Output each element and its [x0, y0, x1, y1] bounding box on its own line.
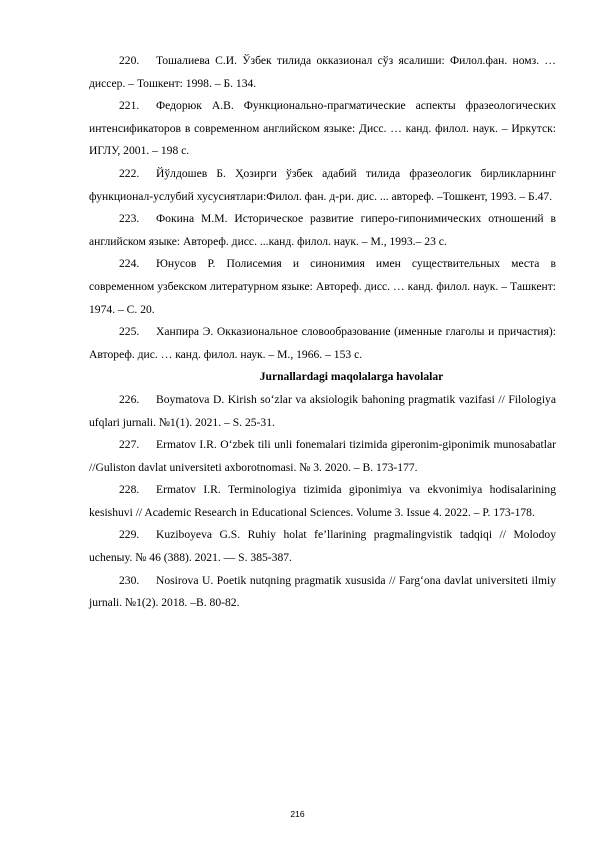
reference-text: Фокина М.М. Историческое развитие гиперо-гипонимических отношений в английском языке: Автореф. дисс. ...канд. филол. наук. – М., 1993.– 23 с.	[89, 212, 556, 248]
reference-text: Kuziboyeva G.S. Ruhiy holat fe’llarining pragmalingvistik tadqiqi // Molodoy uchenыy. № 46 (388). 2021. — S. 385-387.	[89, 528, 556, 565]
reference-228	[89, 479, 556, 524]
reference-220	[89, 50, 556, 95]
reference-221	[89, 95, 556, 163]
reference-225	[89, 321, 556, 366]
reference-229	[89, 524, 556, 569]
reference-text: Nosirova U. Poetik nutqning pragmatik xususida // Farg‘ona davlat universiteti ilmiy jurnali. №1(2). 2018. –B. 80-82.	[89, 573, 556, 610]
reference-text: Тошалиева С.И. Ўзбек тилида окказионал сўз ясалиши: Филол.фан. номз. … диссер. – Тошкент: 1998. – Б. 134.	[89, 54, 556, 90]
section-heading: Jurnallardagi maqolalarga havolalar	[259, 370, 444, 384]
reference-text: Ermatov I.R. O‘zbek tili unli fonemalari tizimida giperonim-giponimik munosabatlar //Guliston davlat universiteti axborotnomasi. № 3. 2020. – B. 173-177.	[89, 438, 556, 474]
reference-number: 223.	[119, 212, 140, 226]
reference-number: 227.	[119, 438, 140, 452]
reference-text: Федорюк А.В. Функционально-прагматические аспекты фразеологических интенсификаторов в современном английском языке: Дисс. … канд. филол. наук. – Иркутск: ИГЛУ, 2001. – 198 с.	[89, 99, 556, 158]
page-number: 216	[290, 809, 305, 819]
reference-text: Йўлдошев Б. Ҳозирги ўзбек адабий тилида фразеологик бирликларнинг функционал-услубий хусусиятлари:Филол. фан. д-ри. дис. ... автореф. –Тошкент, 1993. – Б.47.	[89, 166, 556, 203]
reference-text: Boymatova D. Kirish so‘zlar va aksiologik bahoning pragmatik vazifasi // Filologiya ufqlari jurnali. №1(1). 2021. – S. 25-31.	[89, 392, 556, 429]
reference-text: Ermatov I.R. Terminologiya tizimida giponimiya va ekvonimiya hodisalarining kesishuvi // Academic Research in Educational Sciences. Volume 3. Issue 4. 2022. – P. 173-178.	[89, 483, 556, 519]
reference-224	[89, 253, 556, 321]
reference-number: 224.	[119, 257, 140, 271]
reference-230	[89, 570, 556, 615]
reference-227	[89, 434, 556, 479]
reference-223	[89, 208, 556, 253]
reference-number: 230.	[119, 573, 140, 587]
reference-number: 226.	[119, 392, 140, 406]
reference-number: 221.	[119, 99, 140, 113]
reference-number: 225.	[119, 325, 140, 339]
reference-number: 229.	[119, 528, 140, 542]
reference-222	[89, 163, 556, 208]
reference-text: Юнусов Р. Полисемия и синонимия имен существительных места в современном узбекском литературном языке: Автореф. дисс. … канд. филол. наук. – Ташкент: 1974. – С. 20.	[89, 257, 556, 316]
reference-number: 222.	[119, 166, 140, 180]
reference-number: 228.	[119, 483, 140, 497]
reference-text: Ханпира Э. Окказиональное словообразование (именные глаголы и причастия): Автореф. дис. … канд. филол. наук. – М., 1966. – 153 с.	[89, 325, 556, 361]
reference-page	[89, 50, 556, 615]
reference-226	[89, 389, 556, 434]
reference-number: 220.	[119, 54, 140, 67]
